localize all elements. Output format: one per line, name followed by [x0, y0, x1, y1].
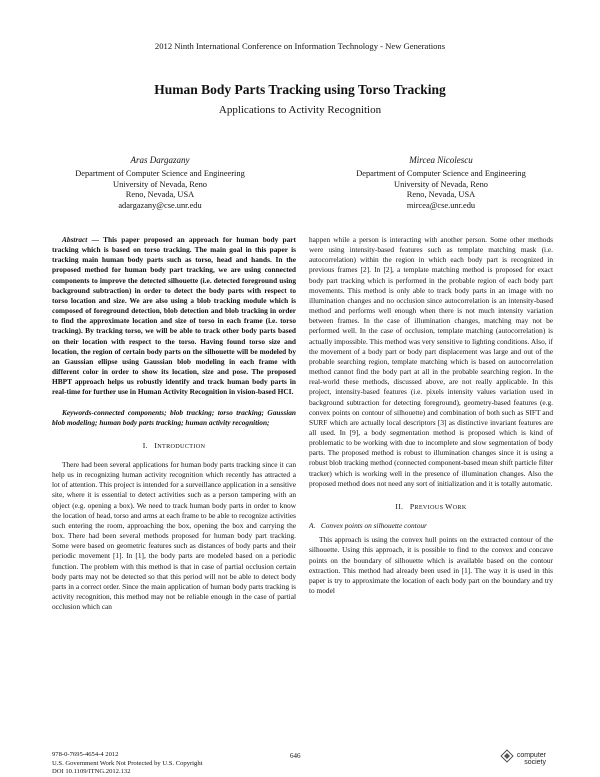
keywords — [52, 408, 296, 428]
section-heading-previous-work: II. PREVIOUS WORK — [395, 501, 467, 511]
author-block-2 — [316, 155, 566, 211]
author-location: Reno, Nevada, USA — [406, 190, 476, 200]
author-email: adargazany@cse.unr.edu — [118, 200, 202, 210]
footer-left — [52, 751, 202, 777]
footer-copyright: U.S. Government Work Not Protected by U.S. Copyright — [52, 759, 203, 767]
subsection-heading-a: A. Convex points on silhouette contour — [309, 521, 427, 531]
computer-society-logo: computer society — [498, 748, 546, 772]
keywords-text: connected components; blob tracking; torso tracking; Gaussian blob modeling; human body parts tracking; human activity recognition; — [52, 407, 296, 427]
author-dept: Department of Computer Science and Engineering — [75, 169, 245, 179]
introduction-continued: happen while a person is interacting with another person. Some other methods were using intensity-based features such as template matching mask (i.e. autocorrelation) within the region in which each body part is recognized in previous frames [2]. In [2], a template matching method is proposed for exact body part tracking which is performed in the probable region of each body part movements. This method is only able to track body parts in an image with no illumination changes and no occlusion since autocorrelation is an intensity-based method and performs well enough when there is not much intensity variation between frames. In the case of illumination changes, matching may not be performed well. In the case of occlusion, template matching (autocorrelation) is actually impossible. This method was very sensitive to lighting conditions. Also, if the movement of a body part or body part displacement was large and out of the probable searching region, template matching which is based on autocorrelation method cannot find the body part at all in the probable searching region. In the real-world these methods, discussed above, are not really applicable. In this project, intensity-based features (i.e. pixels intensity values variation used in background subtraction for detecting foreground), geometry-based features (e.g. convex points on contour of silhouette) and combination of both such as SIFT and SURF which are actually local descriptors [3] as distinctive invariant features are all used. In [9], a body segmentation method is proposed which is kind of problematic to be working with due to incomplete and slow segmentation of body parts. The proposed method is robust to illumination changes since it is using a robust blob tracking method (connected component-based mean shift particle filter tracker) which is working well in the presence of illumination changes. Also the proposed method does not need any sort of initialization and it is totally automatic. — [309, 235, 553, 488]
abstract-label: Abstract — [62, 235, 88, 244]
abstract — [52, 235, 296, 398]
ieee-diamond-icon — [500, 749, 514, 763]
conference-header: 2012 Ninth International Conference on Information Technology - New Generations — [154, 41, 446, 51]
section-heading-introduction: I. INTRODUCTION — [142, 440, 206, 450]
author-block-1 — [35, 155, 285, 211]
page-number: 646 — [290, 752, 301, 760]
left-column — [52, 235, 296, 612]
paper-subtitle: Applications to Activity Recognition — [218, 104, 382, 116]
footer-doi: DOI 10.1109/ITNG.2012.132 — [52, 768, 131, 776]
author-univ: University of Nevada, Reno — [394, 179, 488, 189]
right-column — [309, 235, 553, 596]
author-location: Reno, Nevada, USA — [125, 190, 195, 200]
footer-isbn: 978-0-7695-4654-4 2012 — [52, 751, 119, 758]
author-name: Mircea Nicolescu — [409, 155, 473, 165]
section-number: II. — [395, 501, 404, 511]
author-univ: University of Nevada, Reno — [113, 179, 207, 189]
paper-title: Human Body Parts Tracking using Torso Tracking — [154, 82, 446, 97]
section-number: I. — [142, 440, 148, 450]
introduction-paragraph: There had been several applications for human body parts tracking since it can help us in recognizing human activity recognition which recently has attracted a lot of attention. This project is intended for a surveillance application in a sensitive site, where it is essential to detect activities such as a person tampering with an object (e.g. opening a box). We need to track human body parts in order to know the location of head, torso and arms at each frame to be able to recognize activities such entering the room, approaching the box, opening the box and carrying the box. There had been several methods proposed for human body part tracking. Some were based on geometric features such as distances of body parts and their periodic movement [1]. In [1], the body parts are modeled based on a periodic function. The problem with this method is that in case of partial occlusion certain body parts may not be detected so that this period will not be able to detect body parts in a correct order. Since the main application of human body parts tracking is activity recognition, this method may not be reliable enough in the case of partial occlusion which can — [52, 459, 296, 612]
keywords-label: Keywords- — [62, 407, 94, 417]
author-dept: Department of Computer Science and Engineering — [356, 169, 526, 179]
author-name: Aras Dargazany — [130, 155, 190, 165]
abstract-text: — This paper proposed an approach for human body part tracking which is based on torso tracking. The main goal in this paper is tracking main human body parts such as torso, head and hands. In the proposed method for human body part tracking, we are using connected components to improve the detected silhouette (i.e. detected foreground using background subtraction) in order to detect the body parts with respect to torso location and size. We are also using a blob tracking module which is composed of foreground detection, blob detection and blob tracking in order to find the approximate location and size of torso in each frame (i.e. torso tracking). By tracking torso, we will be able to track other body parts based on their location with respect to the torso. Having found torso size and location, the region of certain body parts on the silhouette will be modeled by an Gaussian ellipse using Gaussian blob modeling in each frame with different color in order to show its location, size and pose. The proposed HBPT approach helps us robustly identify and track human body parts in real-time for further use in Human Activity Recognition in vision-based HCI. — [52, 235, 296, 397]
author-email: mircea@cse.unr.edu — [406, 200, 476, 210]
subsection-a-paragraph: This approach is using the convex hull points on the extracted contour of the silhouette. Using this approach, it is possible to find to the convex and concave points on the boundary of silhouette which is available based on the contour extraction. This method had already been used in [1]. The way it is used in this paper is try to approximate the location of each body part on the boundary and try to model — [309, 535, 553, 595]
